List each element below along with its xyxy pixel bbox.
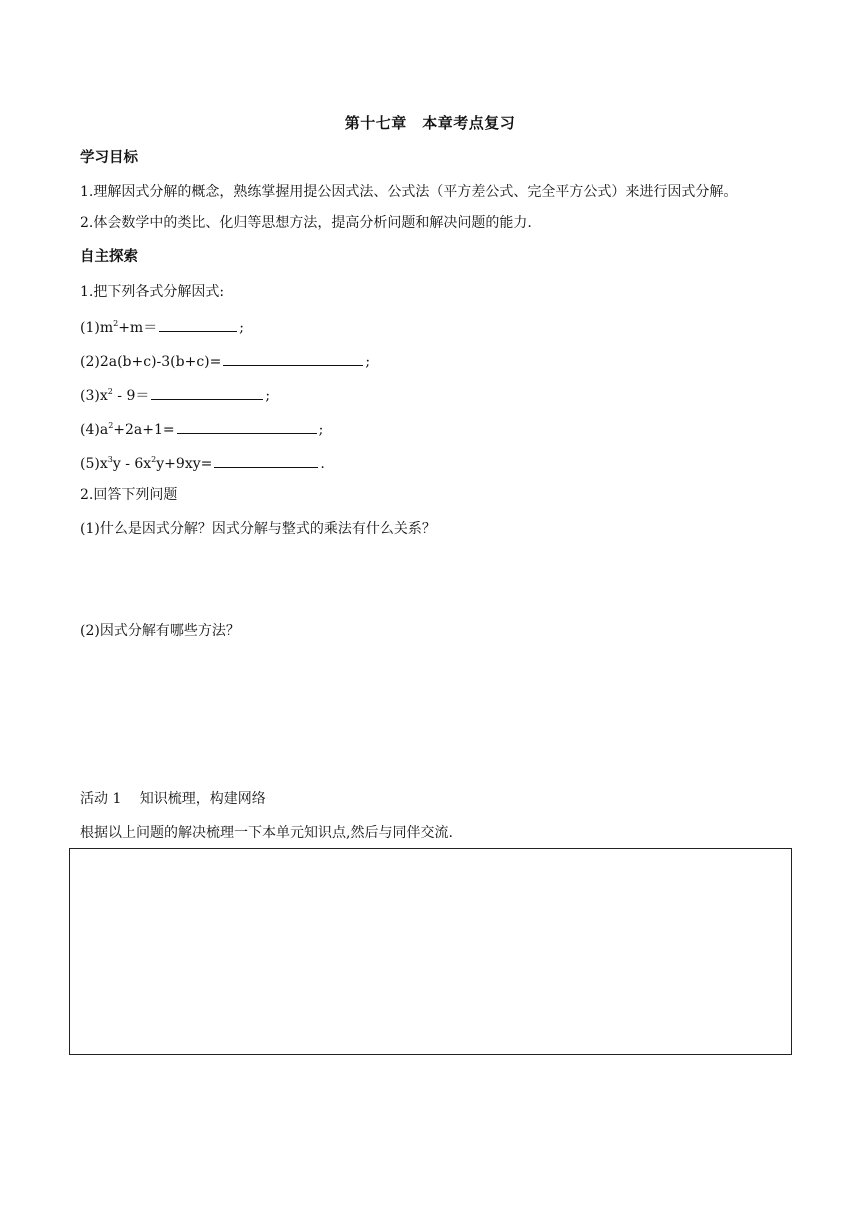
- exercise-3-rest: - 9＝: [112, 388, 150, 404]
- goal-item-2: 2.体会数学中的类比、化归等思想方法，提高分析问题和解决问题的能力.: [80, 215, 532, 231]
- question-2: 2.回答下列问题: [80, 487, 178, 503]
- activity-title: 活动 1 知识梳理，构建网络: [80, 791, 266, 807]
- exercise-3-prefix: (3)x: [80, 388, 108, 404]
- exercise-5-rest: y+9xy=: [156, 456, 213, 472]
- exercise-1-end: ;: [239, 320, 244, 336]
- exercise-5-end: .: [320, 456, 325, 472]
- page-title: 第十七章 本章考点复习: [344, 114, 516, 132]
- exercise-1: [80, 317, 244, 337]
- goal-item-1: 1.理解因式分解的概念，熟练掌握用提公因式法、公式法（平方差公式、完全平方公式）来进行因式分解。: [80, 184, 738, 200]
- exercise-1-rest: +m＝: [118, 320, 158, 336]
- answer-blank-3[interactable]: [151, 385, 263, 400]
- exercise-4-exponent: 2: [108, 421, 114, 430]
- answer-blank-1[interactable]: [159, 317, 237, 332]
- exercise-5-exponent-1: 3: [107, 455, 113, 464]
- exercise-4: [80, 419, 323, 439]
- question-2-part-2: (2)因式分解有哪些方法？: [80, 623, 240, 639]
- exercise-3-exponent: 2: [107, 387, 113, 396]
- activity-instruction: 根据以上问题的解决梳理一下本单元知识点,然后与同伴交流.: [80, 825, 453, 841]
- exercise-1-prefix: (1)m: [80, 320, 114, 336]
- exercise-5-middle: y - 6x: [112, 456, 152, 472]
- exercise-3-end: ;: [265, 388, 271, 404]
- knowledge-summary-box[interactable]: [69, 848, 792, 1055]
- exercise-2-end: ;: [365, 354, 371, 370]
- explore-heading: 自主探索: [80, 248, 138, 265]
- exercise-4-end: ;: [318, 422, 324, 438]
- exercise-5-exponent-2: 2: [151, 455, 157, 464]
- question-1: 1.把下列各式分解因式:: [80, 284, 225, 300]
- answer-blank-5[interactable]: [214, 453, 318, 468]
- goals-heading: 学习目标: [80, 149, 138, 166]
- exercise-5: [80, 453, 325, 473]
- answer-blank-2[interactable]: [223, 351, 363, 366]
- question-2-part-1: (1)什么是因式分解？因式分解与整式的乘法有什么关系？: [80, 521, 436, 537]
- answer-blank-4[interactable]: [177, 419, 317, 434]
- exercise-2-prefix: (2)2a(b+c)-3(b+c)=: [80, 354, 222, 370]
- exercise-2: [80, 351, 370, 371]
- exercise-1-exponent: 2: [113, 319, 119, 328]
- exercise-4-rest: +2a+1=: [113, 422, 175, 438]
- exercise-5-prefix: (5)x: [80, 456, 108, 472]
- exercise-4-prefix: (4)a: [80, 422, 109, 438]
- exercise-3: [80, 385, 270, 405]
